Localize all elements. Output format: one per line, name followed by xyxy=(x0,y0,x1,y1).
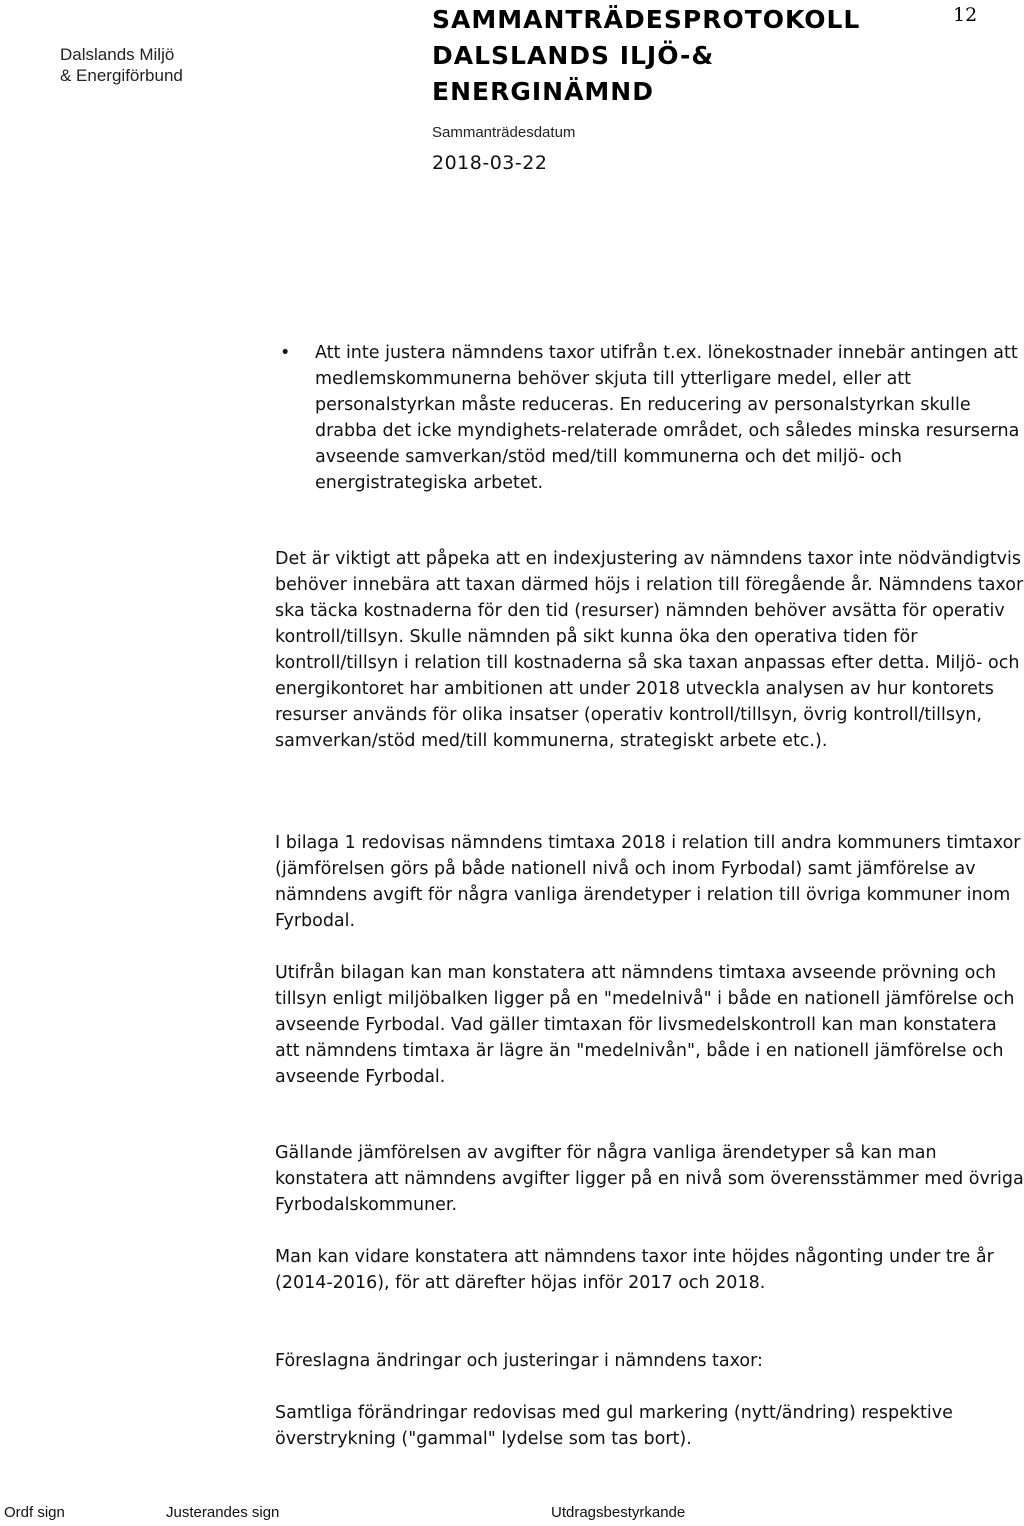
title-line2: DALSLANDS ILJÖ-& xyxy=(432,41,715,70)
bullet-item xyxy=(270,340,1024,496)
paragraph-taxor-2014-2016: Man kan vidare konstatera att nämndens taxor inte höjdes någonting under tre år (2014-2016), för att därefter höjas inför 2017 och 2018. xyxy=(275,1247,994,1293)
footer-utdragsbestyrkande: Utdragsbestyrkande xyxy=(551,1504,686,1521)
paragraph-foreslagna-andringar: Föreslagna ändringar och justeringar i nämndens taxor: xyxy=(275,1351,763,1371)
paragraph-timtaxa: Utifrån bilagan kan man konstatera att nämndens timtaxa avseende prövning och tillsyn enligt miljöbalken ligger på en "medelnivå" i både en nationell jämförelse och avseende Fyrbodal. Vad gäller timtaxan för livsmedelskontroll kan man konstatera att nämndens timtaxa är lägre än "medelnivån", både i en nationell jämförelse och avseende Fyrbodal. xyxy=(275,963,1015,1087)
bullet-text: Att inte justera nämndens taxor utifrån t.ex. lönekostnader innebär antingen att medlemskommunerna behöver skjuta till ytterligare medel, eller att personalstyrkan måste reduceras. En reducering av personalstyrkan skulle drabba det icke myndighets-relaterade området, och således minska resurserna avseende samverkan/stöd med/till kommunerna och det miljö- och energistrategiska arbetet. xyxy=(315,343,1020,493)
org-name-line2: & Energiförbund xyxy=(60,66,183,85)
page-number: 12 xyxy=(953,4,978,26)
title-line1: SAMMANTRÄDESPROTOKOLL xyxy=(432,5,861,34)
meeting-date-label: Sammanträdesdatum xyxy=(432,124,576,141)
paragraph-bilaga: I bilaga 1 redovisas nämndens timtaxa 2018 i relation till andra kommuners timtaxor (jämförelsen görs på både nationell nivå och inom Fyrbodal) samt jämförelse av nämndens avgift för några vanliga ärendetyper i relation till övriga kommuner inom Fyrbodal. xyxy=(275,833,1021,931)
document-title xyxy=(432,2,860,110)
meeting-date: 2018-03-22 xyxy=(432,152,548,174)
org-name-line1: Dalslands Miljö xyxy=(60,45,175,64)
title-line3: ENERGINÄMND xyxy=(432,77,654,106)
paragraph-avgifter: Gällande jämförelsen av avgifter för några vanliga ärendetyper så kan man konstatera att nämndens avgifter ligger på en nivå som överensstämmer med övriga Fyrbodalskommuner. xyxy=(275,1143,1024,1215)
paragraph-indexjustering: Det är viktigt att påpeka att en indexjustering av nämndens taxor inte nödvändigtvis behöver innebära att taxan därmed höjs i relation till föregående år. Nämndens taxor ska täcka kostnaderna för den tid (resurser) nämnden behöver avsätta för operativ kontroll/tillsyn. Skulle nämnden på sikt kunna öka den operativa tiden för kontroll/tillsyn i relation till kostnaderna så ska taxan anpassas efter detta. Miljö- och energikontoret har ambitionen att under 2018 utveckla analysen av hur kontorets resurser används för olika insatser (operativ kontroll/tillsyn, övrig kontroll/tillsyn, samverkan/stöd med/till kommunerna, strategiskt arbete etc.). xyxy=(275,549,1024,751)
bullet-marker: • xyxy=(280,343,291,363)
organization-name xyxy=(60,44,183,86)
footer-justerandes-sign: Justerandes sign xyxy=(166,1504,280,1521)
footer-ordf-sign: Ordf sign xyxy=(4,1504,65,1521)
paragraph-markering: Samtliga förändringar redovisas med gul markering (nytt/ändring) respektive överstrykning ("gammal" lydelse som tas bort). xyxy=(275,1403,953,1449)
